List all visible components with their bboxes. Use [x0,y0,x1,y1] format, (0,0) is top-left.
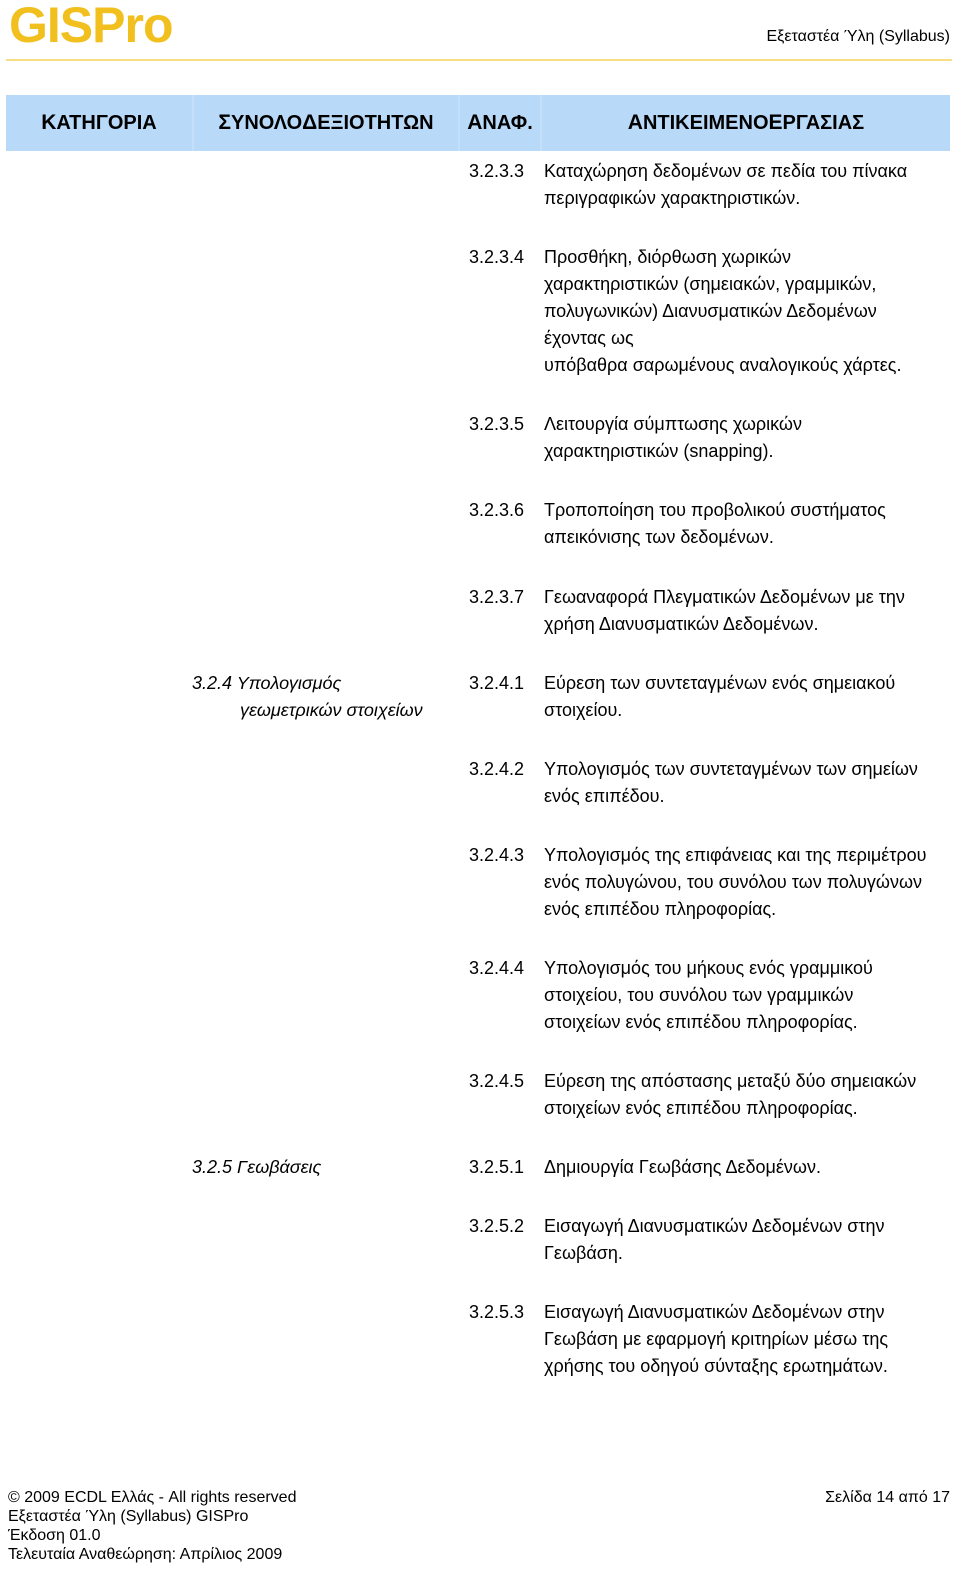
row-task: Υπολογισμός των συντεταγμένων των σημείων ενός επιπέδου. [544,759,918,806]
row-ref: 3.2.3.7 [469,587,525,607]
category-line-2: γεωμετρικών στοιχείων [240,700,423,720]
row-ref: 3.2.3.4 [469,247,525,267]
edition-text: Έκδοση 01.0 [8,1527,101,1544]
row-task: Εισαγωγή Διανυσματικών Δεδομένων στην Γεωβάση με εφαρμογή κριτηρίων μέσω της χρήσης του οδηγού σύνταξης ερωτημάτων. [544,1302,889,1376]
row-ref: 3.2.4.4 [469,958,525,978]
row-ref: 3.2.5.1 [469,1157,525,1177]
category-line-1: 3.2.4 Υπολογισμός [192,673,342,693]
row-ref: 3.2.5.2 [469,1216,525,1236]
row-ref: 3.2.5.3 [469,1302,525,1322]
header-divider [6,59,952,61]
page-number: Σελίδα 14 από 17 [825,1489,950,1506]
row-category [192,670,456,724]
row-ref: 3.2.3.6 [469,500,525,520]
row-ref: 3.2.4.1 [469,673,525,693]
document-title: Εξεταστέα Ύλη (Syllabus) [766,28,950,45]
column-header-skill-set: Σ ΥΝΟΛΟ Δ ΕΞΙΟΤΗΤΩΝ [218,111,434,134]
page-footer [8,1488,296,1564]
row-task: Γεωαναφορά Πλεγματικών Δεδομένων με την χρήση Διανυσματικών Δεδομένων. [544,587,905,634]
column-header-task-item: Α ΝΤΙΚΕΙΜΕΝΟ Ε ΡΓΑΣΙΑΣ [627,111,865,134]
category-line-1: 3.2.5 Γεωβάσεις [192,1157,322,1177]
row-task: Τροποποίηση του προβολικού συστήματος απεικόνισης των δεδομένων. [544,500,886,547]
row-task: Λειτουργία σύμπτωσης χωρικών χαρακτηριστικών (snapping). [544,414,802,461]
column-header-category: Κ ΑΤΗΓΟΡΙΑ [41,111,157,134]
row-task: Εύρεση της απόστασης μεταξύ δύο σημειακών στοιχείων ενός επιπέδου πληροφορίας. [544,1071,917,1118]
row-ref: 3.2.3.5 [469,414,525,434]
row-task: Προσθήκη, διόρθωση χωρικών χαρακτηριστικών (σημειακών, γραμμικών, πολυγωνικών) Διανυσματικών Δεδομένων έχοντας ως υπόβαθρα σαρωμένους αναλογικούς χάρτες. [544,247,902,375]
row-ref: 3.2.4.3 [469,845,525,865]
document-name: Εξεταστέα Ύλη (Syllabus) GISPro [8,1508,249,1525]
row-task: Δημιουργία Γεωβάσης Δεδομένων. [544,1157,821,1177]
row-ref: 3.2.3.3 [469,161,525,181]
copyright-text: © 2009 ECDL Ελλάς - All rights reserved [8,1489,297,1506]
row-task: Καταχώρηση δεδομένων σε πεδία του πίνακα περιγραφικών χαρακτηριστικών. [544,161,908,208]
table-header [6,95,950,151]
row-ref: 3.2.4.5 [469,1071,525,1091]
gispro-logo: GISPro [9,0,173,53]
row-task: Εισαγωγή Διανυσματικών Δεδομένων στην Γεωβάση. [544,1216,885,1263]
row-ref: 3.2.4.2 [469,759,525,779]
row-task: Εύρεση των συντεταγμένων ενός σημειακού στοιχείου. [544,673,896,720]
last-update-text: Τελευταία Αναθεώρηση: Απρίλιος 2009 [8,1546,283,1563]
column-header-ref: Α ΝΑΦ. [467,111,533,134]
row-task: Υπολογισμός της επιφάνειας και της περιμέτρου ενός πολυγώνου, του συνόλου των πολυγώνων ενός επιπέδου πληροφορίας. [544,845,927,919]
row-task: Υπολογισμός του μήκους ενός γραμμικού στοιχείου, του συνόλου των γραμμικών στοιχείων ενός επιπέδου πληροφορίας. [544,958,873,1032]
row-category [192,1154,456,1181]
